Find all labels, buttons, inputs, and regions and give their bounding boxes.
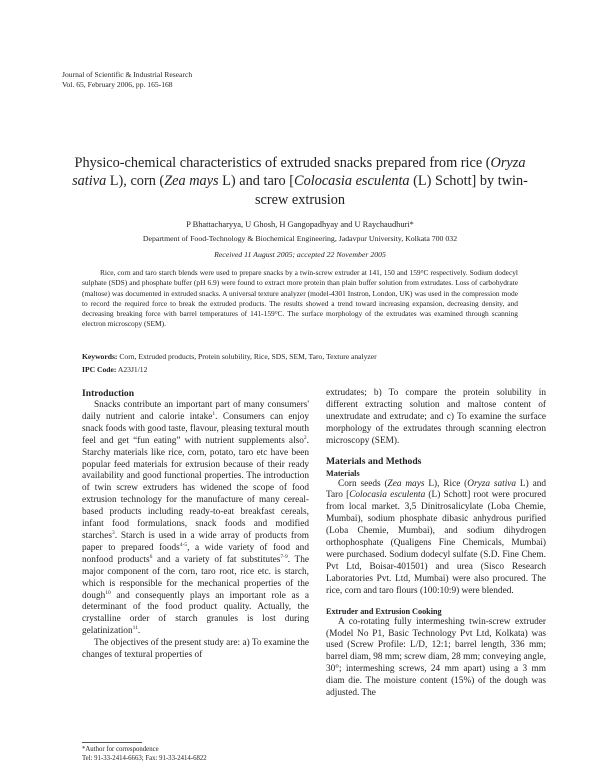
citation-ref: 4-5 [179,541,188,548]
intro-text-d: . Starch is used in a wide array of products from paper to prepared foods [82,530,309,553]
right-column [326,388,546,700]
title-taro-species: Colocasia esculenta [294,173,410,190]
journal-name: Journal of Scientific & Industrial Research [62,70,193,79]
extruder-paragraph: A co-rotating fully intermeshing twin-screw extruder (Model No P1, Basic Technology Pvt Ltd, Kolkata) was used (Screw Profile: L/D, 12:1; barrel length, 336 mm; barrel diam, 98 mm; screw diam, 28 mm; conveying angle, 30°; intermeshing screws, 24 mm apart) using a 3 mm diam die. The moisture content (15%) of the dough was adjusted. The [326,616,546,699]
paper-title [70,154,530,209]
introduction-paragraph-1 [82,400,309,638]
left-column [82,388,309,662]
extruder-subheading: Extruder and Extrusion Cooking [326,606,442,616]
keywords-text: Corn, Extruded products, Protein solubility, Rice, SDS, SEM, Taro, Texture analyzer [117,352,377,361]
title-corn-species: Zea mays [164,173,219,190]
intro-text-c: . Starchy materials like rice, corn, potato, taro etc have been popular feed materials for extrusion because of their ready availability and good functional properties. The introduction of twin screw extruders has widened the scope of food extrusion technology for the manufacture of many cereal-based products including ready-to-eat breakfast cereals, infant food formulations, snack foods and modified starches [82,435,309,541]
ipc-code [82,365,518,375]
title-text-2: L), corn ( [106,173,165,190]
journal-header [62,70,192,90]
author-list: P Bhattacharyya, U Ghosh, H Gangopadhyay and U Raychaudhuri* [186,220,414,229]
received-dates: Received 11 August 2005; accepted 22 November 2005 [214,250,386,259]
introduction-paragraph-2-continued: extrudates; b) To compare the protein solubility in different extracting solution and maltose content of unextrudate and extrudate; and c) To examine the surface morphology of the extrudates through scanning electron microscopy (SEM). [326,388,546,446]
citation-ref: 7-9 [280,553,288,560]
footnote-contact: Tel: 91-33-2414-6663; Fax: 91-33-2414-6822 [82,755,207,762]
materials-text-c: L) and Taro [ [326,478,546,501]
intro-text-g: . The major component of the corn, taro root, rice etc. is starch, which is responsible for the mechanical properties of the dough [82,554,310,601]
title-text-1: Physico-chemical characteristics of extruded snacks prepared from rice ( [74,155,491,171]
taro-species: Colocasia esculenta [349,490,426,501]
introduction-paragraph-2: The objectives of the present study are: a) To examine the changes of textural properties of [82,638,309,661]
intro-text-i: . [137,626,141,637]
keywords [82,352,518,362]
intro-text-e: , a wide variety of food and nonfood products [82,542,309,565]
title-rice-species: Oryza sativa [72,155,526,190]
rice-species: Oryza sativa [467,478,517,489]
keywords-label: Keywords: [82,352,118,361]
materials-text-b: L), Rice ( [424,478,468,489]
intro-text-h: and consequently plays an important role as a determinant of the food product quality. Actually, the crystalline order of starch granules is lost during gelatinization [82,590,309,637]
title-text-4: (L) Schott] by twin-screw extrusion [254,173,528,208]
citation-ref: 6 [149,553,153,560]
footnote-divider [82,742,142,743]
intro-text-b: . Consumers can enjoy snack foods with good taste, flavour, pleasing textural mouth feel and get “fun eating” with nutrient supplements also [82,411,309,446]
affiliation: Department of Food-Technology & Biochemical Engineering, Jadavpur University, Kolkata 700 032 [142,234,458,243]
ipc-label: IPC Code: [82,365,117,374]
abstract: Rice, corn and taro starch blends were used to prepare snacks by a twin-screw extruder at 141, 150 and 159°C respectively. Sodium dodecyl sulphate (SDS) and phosphate buffer (pH 6.9) were found to extract more protein than plain buffer solution from extrudates. Loss of carbohydrate (maltose) was documented in extruded snacks. A universal texture analyzer (model-4301 Instron, London, UK) was used in the compression mode to record the required force to break the extruded products. The results showed a trend toward increasing expansion, decreasing density, and decreasing breaking force with barrel temperatures of 141-159°C. The surface morphology of the extrudates was examined through scanning electron microscopy (SEM). [82,268,518,329]
corn-species: Zea mays [387,478,425,489]
materials-subheading: Materials [326,468,360,478]
materials-paragraph [326,479,546,598]
intro-text-f: and a variety of fat substitutes [152,554,281,565]
materials-text-d: (L) Schott] root were procured from local market. 3,5 Dinitrosalicylate (Loba Chemie, Mumbai), sodium phosphate dibasic anhydrous purified (Loba Chemie, Mumbai), and sodium dihydrogen orthophosphate (Qualigens Fine Chemicals, Mumbai) were purchased. Sodium dodecyl sulfate (S.D. Fine Chem. Pvt Ltd, Boisar-401501) and urea (Sisco Research Laboratories Pvt. Ltd, Mumbai) were also procured. The rice, corn and taro flours (100:10:9) were blended. [326,490,546,596]
methods-heading: Materials and Methods [326,455,422,467]
journal-volume: Vol. 65, February 2006, pp. 165-168 [62,80,173,89]
citation-ref: 10 [105,589,111,596]
title-text-3: L) and taro [ [218,173,295,190]
ipc-text: A23J1/12 [116,365,148,374]
citation-ref: 3 [111,529,115,536]
materials-text-a: Corn seeds ( [338,478,388,489]
citation-ref: 1 [212,410,216,417]
citation-ref: 2 [303,434,307,441]
footnote [82,745,312,763]
intro-text-a: Snacks contribute an important part of many consumers' daily nutrient and calorie intake [82,400,309,422]
citation-ref: 11 [132,625,138,632]
footnote-author: *Author for correspondence [82,746,159,753]
introduction-heading: Introduction [82,388,135,399]
